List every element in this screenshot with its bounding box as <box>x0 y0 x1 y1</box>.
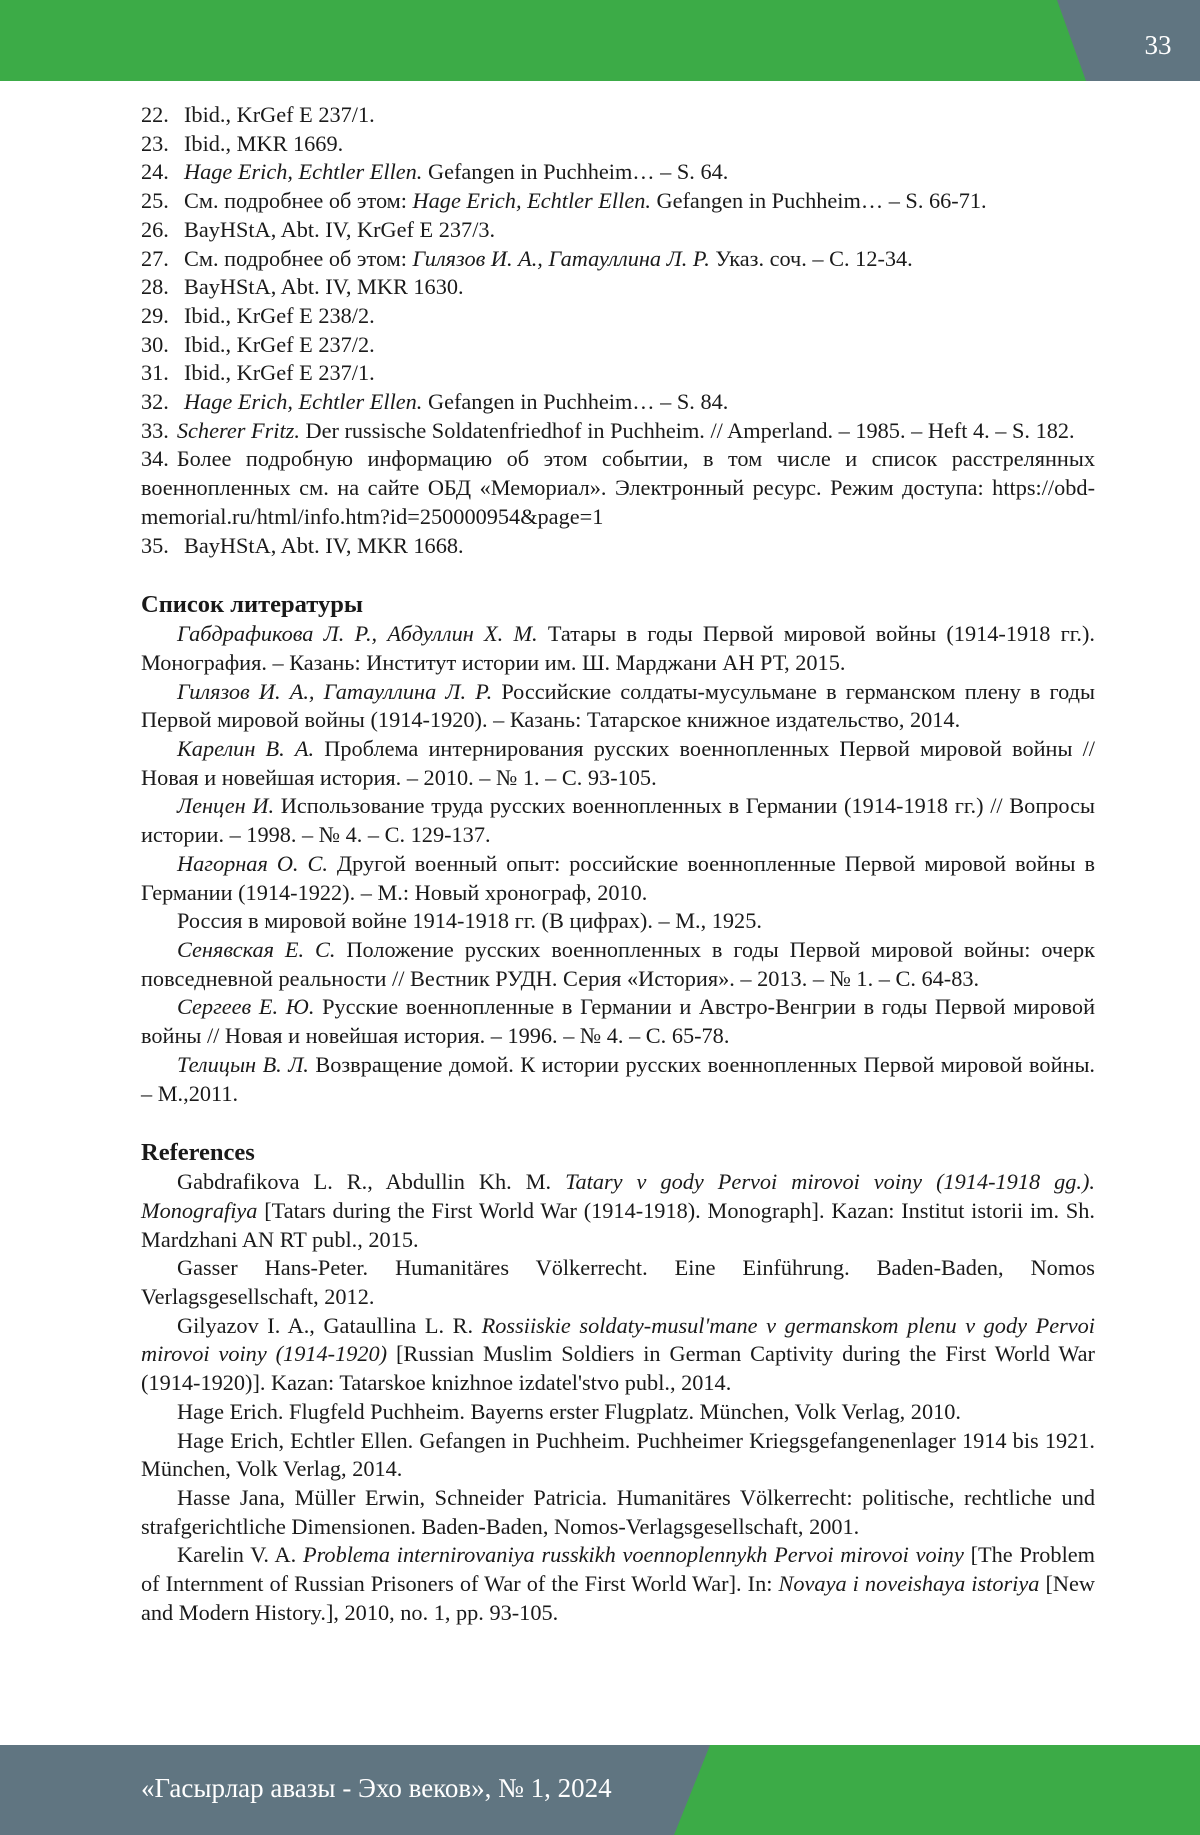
endnote-number: 35. <box>141 532 169 558</box>
endnote-text: Ibid., MKR 1669. <box>184 130 344 156</box>
reference-title: Problema internirovaniya russkikh voennoplennykh Pervoi mirovoi voiny <box>302 1542 964 1568</box>
endnote-text: BayHStA, Abt. IV, MKR 1668. <box>184 532 464 558</box>
reference-text: Karelin V. A. <box>177 1542 303 1568</box>
endnote-text: Ibid., KrGef E 237/1. <box>184 360 375 386</box>
endnote-text: Более подробную информацию об этом событии, в том числе и список расстрелянных военнопленных см. на сайте ОБД «Мемориал». Электронный ресурс. Режим доступа: https://obd-memorial.ru/html/info.htm?id=250000954&page=1 <box>141 446 1095 529</box>
endnote-item <box>141 388 1095 417</box>
literature-author: Сенявская Е. С. <box>177 936 336 962</box>
literature-author: Нагорная О. С. <box>177 850 328 876</box>
endnote-item <box>141 359 1095 388</box>
endnote-text: Der russische Soldatenfriedhof in Puchheim. // Amperland. – 1985. – Heft 4. – S. 182. <box>299 417 1075 443</box>
endnote-number: 26. <box>141 216 169 242</box>
literature-author: Сергеев Е. Ю. <box>177 994 315 1020</box>
endnotes-list <box>141 101 1095 560</box>
reference-item <box>141 1484 1095 1541</box>
endnote-author: Hage Erich, Echtler Ellen. <box>184 159 423 185</box>
literature-list <box>141 620 1095 1108</box>
reference-text: Hage Erich. Flugfeld Puchheim. Bayerns erster Flugplatz. München, Volk Verlag, 2010. <box>177 1398 961 1424</box>
endnote-text: Ibid., KrGef E 237/2. <box>184 331 375 357</box>
endnote-item <box>141 130 1095 159</box>
endnote-number: 31. <box>141 360 169 386</box>
literature-text: Проблема интернирования русских военнопленных Первой мировой войны // Новая и новейшая история. – 2010. – № 1. – С. 93-105. <box>141 736 1096 790</box>
literature-author: Ленцен И. <box>177 793 275 819</box>
endnote-number: 25. <box>141 188 169 214</box>
reference-text: Gasser Hans-Peter. Humanitäres Völkerrecht. Eine Einführung. Baden-Baden, Nomos Verlagsgesellschaft, 2012. <box>141 1255 1095 1310</box>
literature-item <box>141 936 1095 993</box>
reference-text: Gabdrafikova L. R., Abdullin Kh. M. <box>177 1169 566 1195</box>
endnote-item <box>141 532 1095 561</box>
reference-text: [The Problem of Internment of Russian Prisoners of War of the First World War]. In: <box>141 1542 1095 1597</box>
reference-text: Hasse Jana, Müller Erwin, Schneider Patricia. Humanitäres Völkerrecht: politische, rechtliche und strafgerichtliche Dimensionen. Baden-Baden, Nomos-Verlagsgesellschaft, 2001. <box>141 1484 1095 1539</box>
literature-text: Татары в годы Первой мировой войны (1914-1918 гг.). Монография. – Казань: Институт истории им. Ш. Марджани АН РТ, 2015. <box>141 621 1096 675</box>
endnote-number: 34. <box>141 446 169 472</box>
literature-author: Габдрафикова Л. Р., Абдуллин Х. М. <box>177 621 538 647</box>
reference-item <box>141 1254 1095 1311</box>
endnote-text: Gefangen in Puchheim… – S. 64. <box>422 159 729 185</box>
literature-text: Русские военнопленные в Германии и Австро-Венгрии в годы Первой мировой войны // Новая и новейшая история. – 1996. – № 4. – С. 65-78. <box>141 994 1096 1049</box>
endnote-item <box>141 158 1095 187</box>
endnote-number: 27. <box>141 245 169 271</box>
endnote-item <box>141 245 1095 274</box>
endnote-item <box>141 331 1095 360</box>
endnote-text: BayHStA, Abt. IV, KrGef E 237/3. <box>184 216 496 242</box>
endnote-number: 29. <box>141 302 169 328</box>
reference-text: [Russian Muslim Soldiers in German Captivity during the First World War (1914-1920)]. Kazan: Tatarskoe knizhnoe izdatel'stvo publ., 2014. <box>141 1341 1095 1396</box>
literature-item <box>141 620 1095 677</box>
endnote-number: 23. <box>141 130 169 156</box>
endnote-text: Ibid., KrGef E 238/2. <box>184 302 375 328</box>
reference-text: Hage Erich, Echtler Ellen. Gefangen in Puchheim. Puchheimer Kriegsgefangenenlager 1914 bis 1921. München, Volk Verlag, 2014. <box>141 1427 1095 1482</box>
endnote-item <box>141 417 1095 446</box>
endnote-number: 24. <box>141 159 169 185</box>
literature-author: Телицын В. Л. <box>177 1051 309 1077</box>
reference-text: Gilyazov I. A., Gataullina L. R. <box>177 1312 482 1338</box>
endnote-text: Ibid., KrGef E 237/1. <box>184 102 375 127</box>
reference-text: [New and Modern History.], 2010, no. 1, pp. 93-105. <box>141 1571 1096 1625</box>
literature-text: Другой военный опыт: российские военнопленные Первой мировой войны в Германии (1914-1922). – М.: Новый хронограф, 2010. <box>141 850 1095 905</box>
literature-text: Использование труда русских военнопленных в Германии (1914-1918 гг.) // Вопросы истории. – 1998. – № 4. – С. 129-137. <box>141 793 1095 848</box>
endnote-number: 28. <box>141 274 169 300</box>
literature-item <box>141 993 1095 1050</box>
reference-item <box>141 1541 1095 1627</box>
literature-item <box>141 907 1095 936</box>
literature-text: Россия в мировой войне 1914-1918 гг. (В цифрах). – М., 1925. <box>177 908 762 934</box>
literature-text: Положение русских военнопленных в годы Первой мировой войны: очерк повседневной реальности // Вестник РУДН. Серия «История». – 2013. – № 1. – С. 64-83. <box>141 936 1095 991</box>
endnote-author: Hage Erich, Echtler Ellen. <box>184 389 423 415</box>
literature-item <box>141 678 1095 735</box>
references-heading: References <box>141 1139 255 1167</box>
endnote-item <box>141 445 1095 531</box>
endnote-item <box>141 273 1095 302</box>
literature-item <box>141 850 1095 907</box>
endnote-item <box>141 101 1095 130</box>
literature-item <box>141 735 1095 792</box>
endnote-number: 32. <box>141 389 169 415</box>
literature-author: Карелин В. А. <box>177 736 315 762</box>
page-content <box>141 101 1095 1627</box>
endnote-author: Hage Erich, Echtler Ellen. <box>412 188 651 214</box>
literature-text: Возвращение домой. К истории русских военнопленных Первой мировой войны. – М.,2011. <box>141 1051 1095 1106</box>
reference-title: Rossiiskie soldaty-musul'mane v germanskom plenu v gody Pervoi mirovoi voiny (1914-1920) <box>141 1312 1096 1367</box>
journal-title: «Гасырлар авазы - Эхо веков», № 1, 2024 <box>141 1773 612 1803</box>
endnote-author: Scherer Fritz. <box>176 417 300 443</box>
reference-item <box>141 1427 1095 1484</box>
endnote-item <box>141 187 1095 216</box>
reference-text: [Tatars during the First World War (1914-1918). Monograph]. Kazan: Institut istorii im. Sh. Mardzhani AN RT publ., 2015. <box>141 1197 1095 1252</box>
reference-item <box>141 1398 1095 1427</box>
endnote-number: 22. <box>141 102 169 127</box>
endnote-prefix: См. подробнее об этом: <box>184 245 413 271</box>
endnote-item <box>141 302 1095 331</box>
endnote-text: BayHStA, Abt. IV, MKR 1630. <box>184 274 464 300</box>
header-band <box>0 0 1200 81</box>
literature-item <box>141 1051 1095 1108</box>
literature-text: Российские солдаты-мусульмане в германском плену в годы Первой мировой войны (1914-1920). – Казань: Татарское книжное издательство, 2014. <box>141 678 1095 733</box>
endnote-number: 30. <box>141 331 169 357</box>
endnote-item <box>141 216 1095 245</box>
endnote-text: Gefangen in Puchheim… – S. 66-71. <box>650 188 987 214</box>
reference-item <box>141 1312 1095 1398</box>
literature-heading: Список литературы <box>141 591 364 619</box>
endnote-text: Указ. соч. – С. 12-34. <box>709 245 913 271</box>
reference-item <box>141 1168 1095 1254</box>
literature-author: Гилязов И. А., Гатауллина Л. Р. <box>177 678 493 704</box>
references-list <box>141 1168 1095 1627</box>
page-number: 33 <box>1144 30 1172 60</box>
literature-item <box>141 792 1095 849</box>
endnote-author: Гилязов И. А., Гатауллина Л. Р. <box>412 245 710 271</box>
reference-title: Tatary v gody Pervoi mirovoi voiny (1914-1918 gg.). Monografiya <box>141 1169 1095 1223</box>
endnote-text: Gefangen in Puchheim… – S. 84. <box>422 389 729 415</box>
endnote-prefix: См. подробнее об этом: <box>184 188 413 214</box>
reference-title: Novaya i noveishaya istoriya <box>778 1571 1040 1597</box>
endnote-number: 33. <box>141 417 169 443</box>
